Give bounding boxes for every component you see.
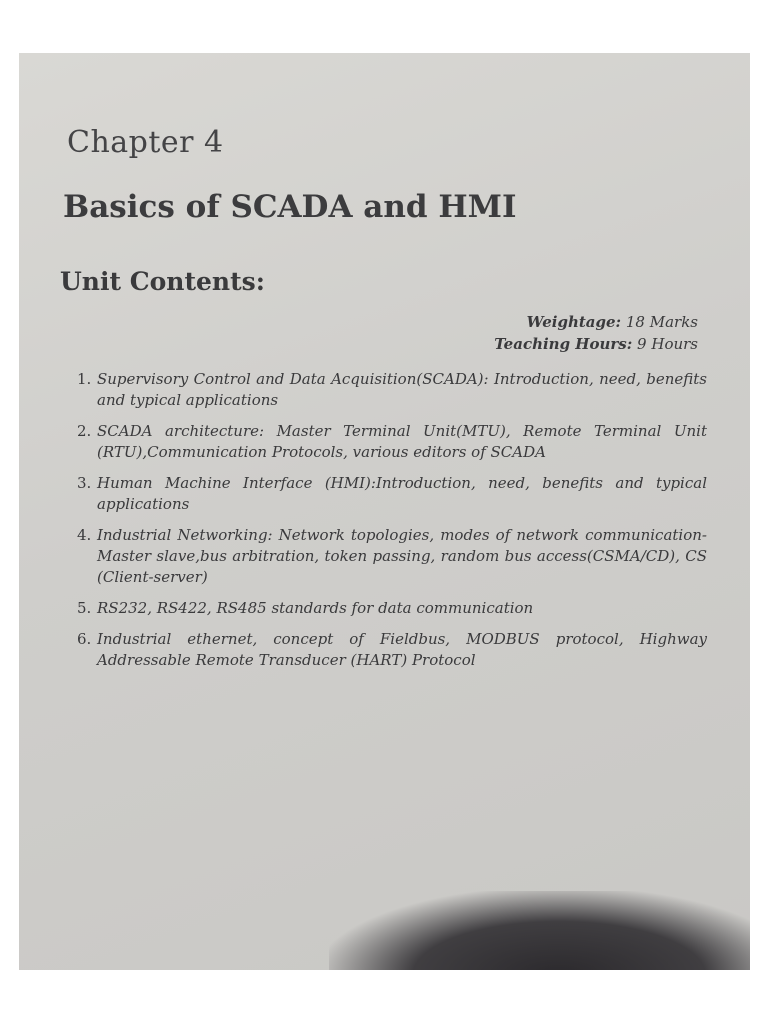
hand-shadow [329,891,750,970]
weightage-label: Weightage: [526,313,622,331]
list-item [77,629,707,671]
list-item-text: Human Machine Interface (HMI):Introduction, need, benefits and typical applications [97,474,707,513]
book-page [19,53,750,970]
contents-list [77,369,707,681]
teaching-hours-line [494,333,698,355]
list-item [77,421,707,463]
unit-meta [494,311,698,355]
list-item [77,598,707,619]
list-item-number: 2. [77,422,92,440]
teaching-hours-label: Teaching Hours: [494,335,633,353]
list-item-number: 6. [77,630,92,648]
weightage-value: 18 Marks [625,313,698,331]
list-item-number: 1. [77,370,92,388]
list-item-text: Supervisory Control and Data Acquisition(SCADA): Introduction, need, benefits and typical applications [97,370,707,409]
list-item [77,369,707,411]
chapter-title: Basics of SCADA and HMI [63,189,517,225]
list-item-text: SCADA architecture: Master Terminal Unit(MTU), Remote Terminal Unit (RTU),Communication Protocols, various editors of SCADA [97,422,707,461]
list-item-number: 4. [77,526,92,544]
teaching-hours-value: 9 Hours [637,335,698,353]
list-item [77,525,707,588]
list-item-text: Industrial Networking: Network topologies, modes of network communication-Master slave,bus arbitration, token passing, random bus access(CSMA/CD), CS (Client-server) [97,526,707,586]
unit-contents-heading: Unit Contents: [60,267,265,296]
chapter-number: Chapter 4 [67,125,224,160]
weightage-line [494,311,698,333]
list-item-number: 3. [77,474,92,492]
list-item-text: Industrial ethernet, concept of Fieldbus, MODBUS protocol, Highway Addressable Remote Transducer (HART) Protocol [97,630,707,669]
list-item-number: 5. [77,599,92,617]
list-item-text: RS232, RS422, RS485 standards for data communication [97,599,534,617]
list-item [77,473,707,515]
